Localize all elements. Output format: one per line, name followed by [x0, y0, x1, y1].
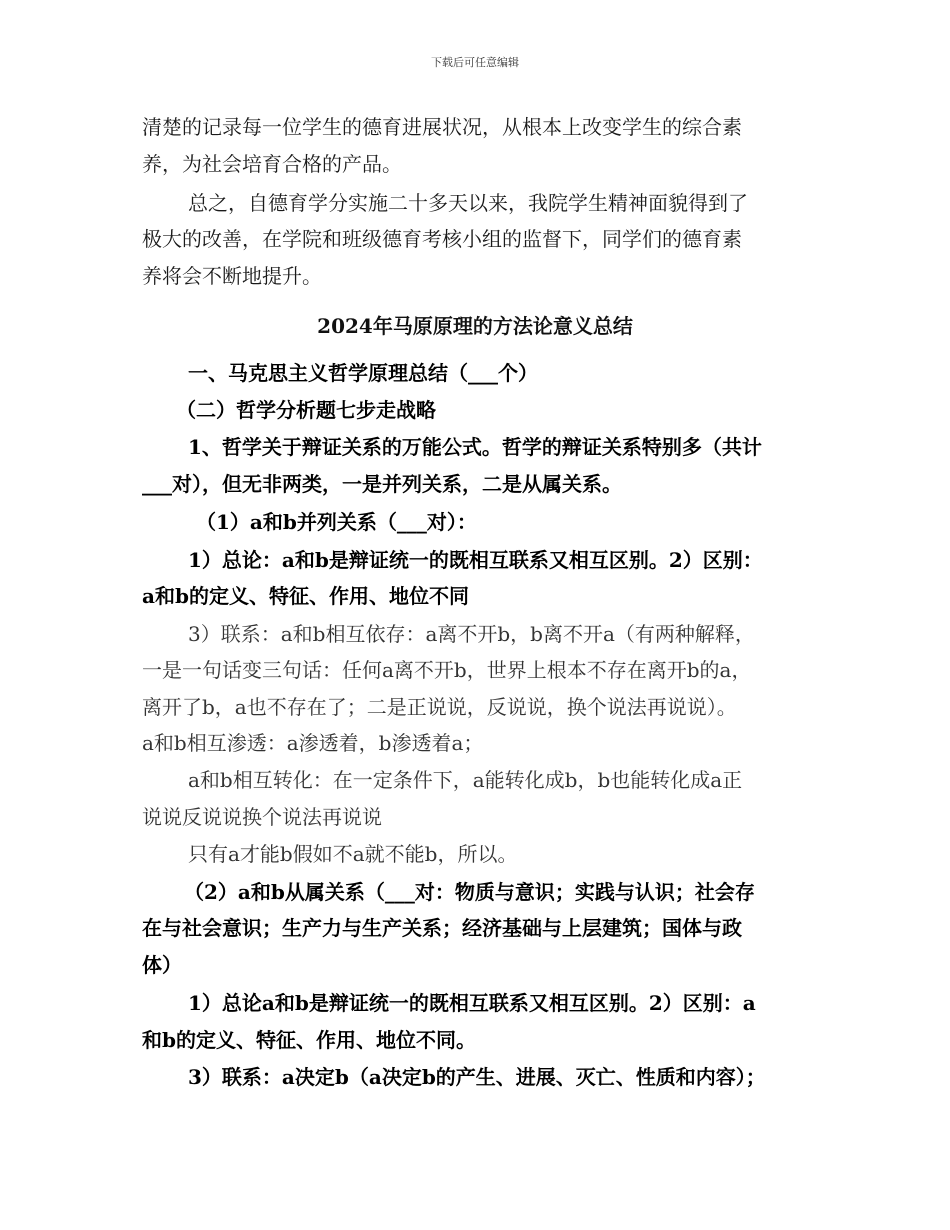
heading-4-line-1: （2）a和b从属关系（___对：物质与意识；实践与认识；社会存: [184, 880, 755, 904]
para-7: 3）联系：a决定b（a决定b的产生、进展、灭亡、性质和内容）；: [188, 1065, 766, 1089]
para-6-line-2: 和b的定义、特征、作用、地位不同。: [142, 1028, 476, 1052]
para-2-line-2: a和b的定义、特征、作用、地位不同: [142, 584, 469, 608]
intro-line-2: 养，为社会培育合格的产品。: [142, 152, 402, 176]
heading-3: （1）a和b并列关系（___对）：: [196, 510, 477, 534]
para-3-line-4: a和b相互渗透：a渗透着，b渗透着a；: [142, 731, 484, 755]
section-title: 2024年马原原理的方法论意义总结: [317, 314, 633, 338]
para-6-line-1: 1）总论a和b是辩证统一的既相互联系又相互区别。2）区别：a: [188, 991, 756, 1015]
intro-line-3: 总之，自德育学分实施二十多天以来，我院学生精神面貌得到了: [188, 191, 748, 215]
para-3-line-2: 一是一句话变三句话：任何a离不开b，世界上根本不存在离开b的a，: [142, 658, 752, 682]
heading-2: （二）哲学分析题七步走战略: [176, 398, 436, 422]
para-2-line-1: 1）总论：a和b是辩证统一的既相互联系又相互区别。2）区别：: [188, 548, 763, 572]
para-3-line-1: 3）联系：a和b相互依存：a离不开b，b离不开a（有两种解释，: [188, 622, 755, 646]
intro-line-5: 养将会不断地提升。: [142, 264, 322, 288]
intro-line-4: 极大的改善，在学院和班级德育考核小组的监督下，同学们的德育素: [142, 227, 742, 251]
para-3-line-3: 离开了b，a也不存在了；二是正说说，反说说，换个说法再说说）。: [142, 695, 737, 719]
para-4-line-1: a和b相互转化：在一定条件下，a能转化成b，b也能转化成a正: [188, 768, 743, 792]
para-5: 只有a才能b假如不a就不能b，所以。: [188, 842, 518, 866]
para-1-line-2: ___对），但无非两类，一是并列关系，二是从属关系。: [142, 472, 622, 496]
heading-4-line-3: 体）: [142, 953, 182, 977]
para-1-line-1: 1、哲学关于辩证关系的万能公式。哲学的辩证关系特别多（共计: [188, 435, 762, 459]
intro-line-1: 清楚的记录每一位学生的德育进展状况，从根本上改变学生的综合素: [142, 115, 742, 139]
para-4-line-2: 说说反说说换个说法再说说: [142, 805, 382, 829]
heading-4-line-2: 在与社会意识；生产力与生产关系；经济基础与上层建筑；国体与政: [142, 916, 742, 940]
heading-1: 一、马克思主义哲学原理总结（___个）: [188, 361, 538, 385]
page-header: 下载后可任意编辑: [431, 56, 519, 69]
